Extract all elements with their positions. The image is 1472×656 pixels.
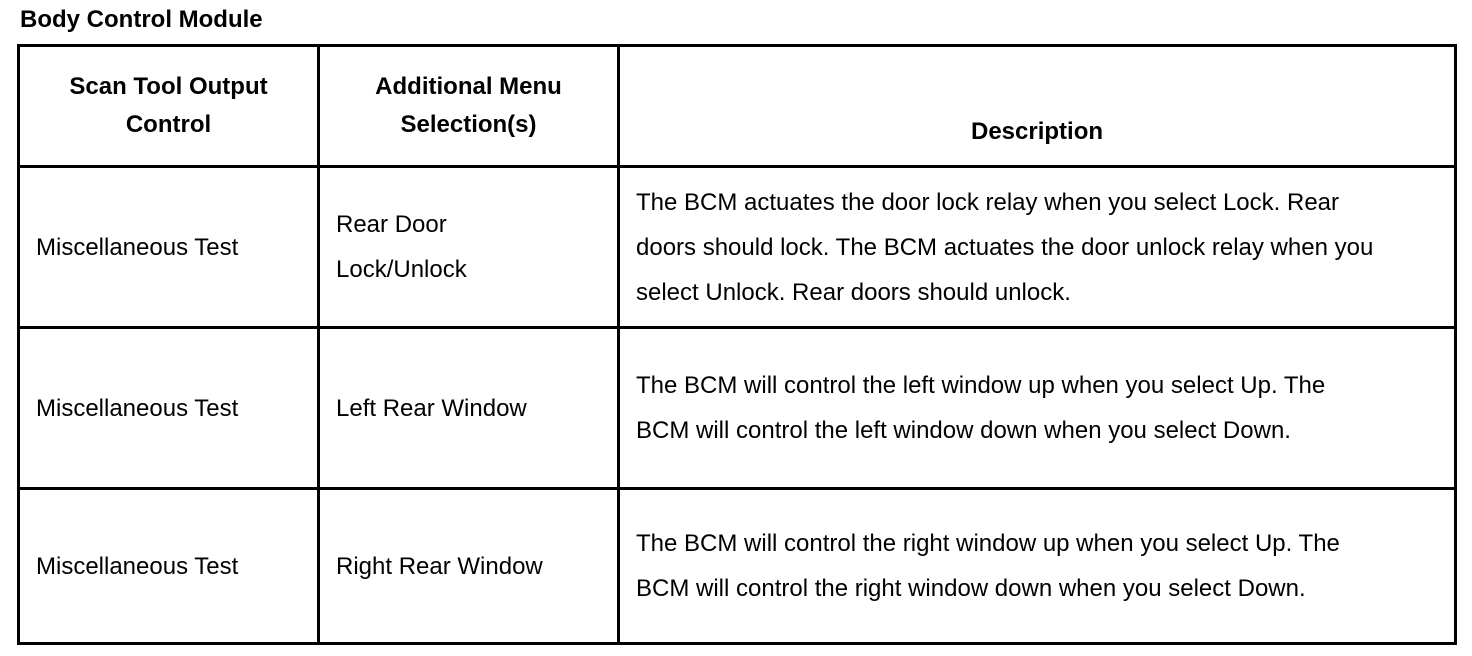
- header-output-control: Scan Tool Output Control: [19, 46, 319, 167]
- table-row: [19, 167, 1456, 328]
- cell-menu-selection: Rear Door Lock/Unlock: [319, 167, 619, 328]
- cell-description: The BCM actuates the door lock relay when you select Lock. Rear doors should lock. The BCM actuates the door unlock relay when you select Unlock. Rear doors should unlock.: [619, 167, 1456, 328]
- table-row: [19, 328, 1456, 489]
- cell-output-control: Miscellaneous Test: [19, 489, 319, 644]
- cell-menu-selection: Right Rear Window: [319, 489, 619, 644]
- header-menu-selection: Additional Menu Selection(s): [319, 46, 619, 167]
- document-title: Body Control Module: [20, 6, 263, 33]
- cell-menu-selection: Left Rear Window: [319, 328, 619, 489]
- header-description: Description: [619, 46, 1456, 167]
- cell-output-control: Miscellaneous Test: [19, 167, 319, 328]
- cell-output-control: Miscellaneous Test: [19, 328, 319, 489]
- table-row: [19, 489, 1456, 644]
- table-header-row: [19, 46, 1456, 167]
- cell-description: The BCM will control the left window up when you select Up. The BCM will control the left window down when you select Down.: [619, 328, 1456, 489]
- cell-description: The BCM will control the right window up when you select Up. The BCM will control the right window down when you select Down.: [619, 489, 1456, 644]
- output-control-table: [17, 44, 1457, 645]
